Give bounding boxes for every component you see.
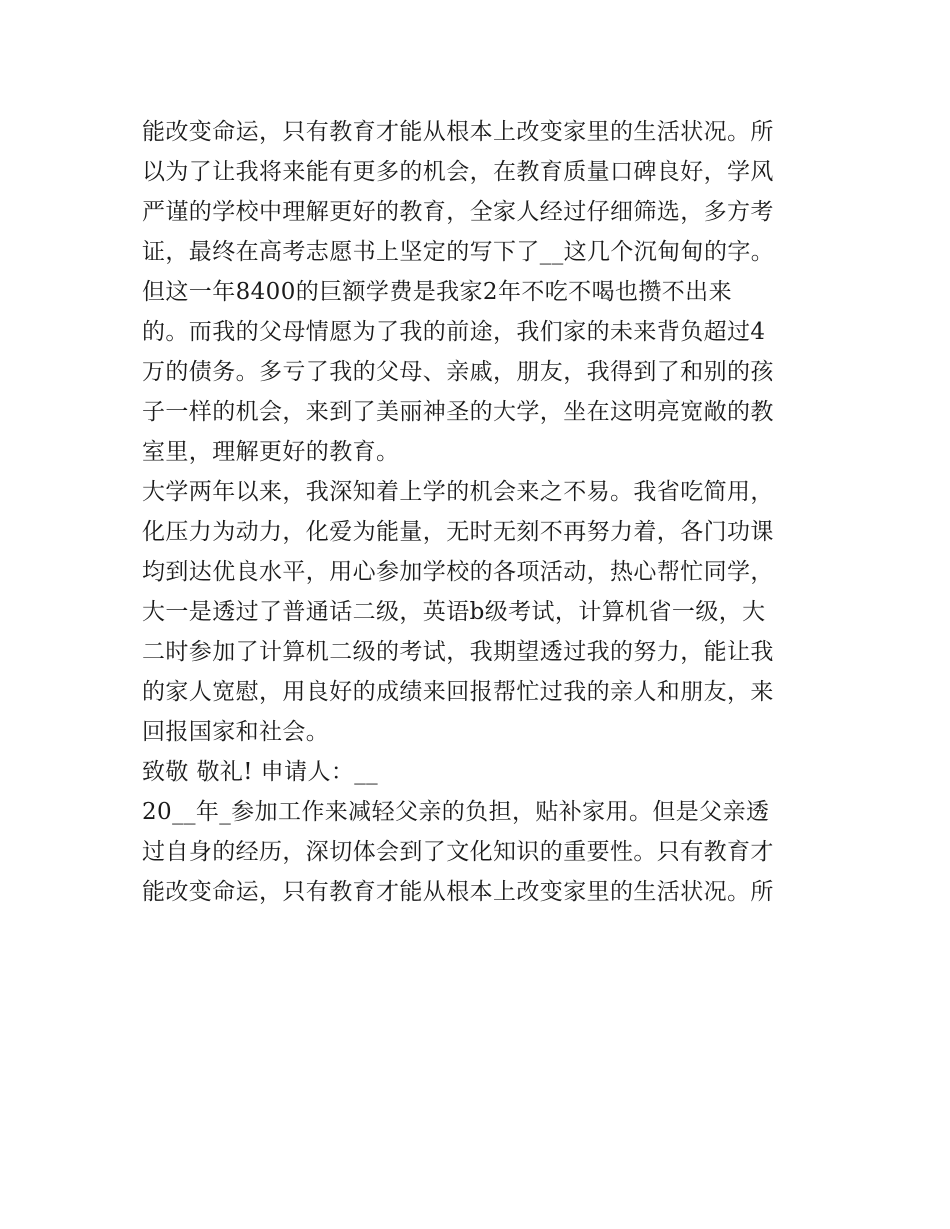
text-line: 二时参加了计算机二级的考试，我期望透过我的努力，能让我 (142, 639, 774, 665)
text-line: 大学两年以来，我深知着上学的机会来之不易。我省吃简用， (142, 479, 774, 505)
text-line: 回报国家和社会。 (142, 719, 330, 745)
text-line: 20__年_参加工作来减轻父亲的负担，贴补家用。但是父亲透 (142, 799, 770, 825)
text-line: 以为了让我将来能有更多的机会，在教育质量口碑良好，学风 (142, 159, 774, 185)
text-line: 的。而我的父母情愿为了我的前途，我们家的未来背负超过4 (142, 319, 766, 345)
text-line: 均到达优良水平，用心参加学校的各项活动，热心帮忙同学， (142, 559, 774, 585)
document-body (142, 112, 822, 912)
text-line: 大一是透过了普通话二级，英语b级考试，计算机省一级，大 (142, 599, 766, 625)
text-line: 的家人宽慰，用良好的成绩来回报帮忙过我的亲人和朋友，来 (142, 679, 774, 705)
text-line: 证，最终在高考志愿书上坚定的写下了__这几个沉甸甸的字。 (142, 239, 775, 265)
text-line: 能改变命运，只有教育才能从根本上改变家里的生活状况。所 (142, 879, 774, 905)
text-line: 子一样的机会，来到了美丽神圣的大学，坐在这明亮宽敞的教 (142, 399, 774, 425)
text-line: 万的债务。多亏了我的父母、亲戚，朋友，我得到了和别的孩 (142, 359, 774, 385)
text-line: 能改变命运，只有教育才能从根本上改变家里的生活状况。所 (142, 119, 774, 145)
text-line: 过自身的经历，深切体会到了文化知识的重要性。只有教育才 (142, 839, 774, 865)
text-line: 室里，理解更好的教育。 (142, 439, 400, 465)
text-line: 但这一年8400的巨额学费是我家2年不吃不喝也攒不出来 (142, 279, 732, 305)
text-line: 化压力为动力，化爱为能量，无时无刻不再努力着，各门功课 (142, 519, 774, 545)
text-line: 严谨的学校中理解更好的教育，全家人经过仔细筛选，多方考 (142, 199, 774, 225)
text-line: 致敬 敬礼! 申请人：__ (142, 759, 379, 785)
